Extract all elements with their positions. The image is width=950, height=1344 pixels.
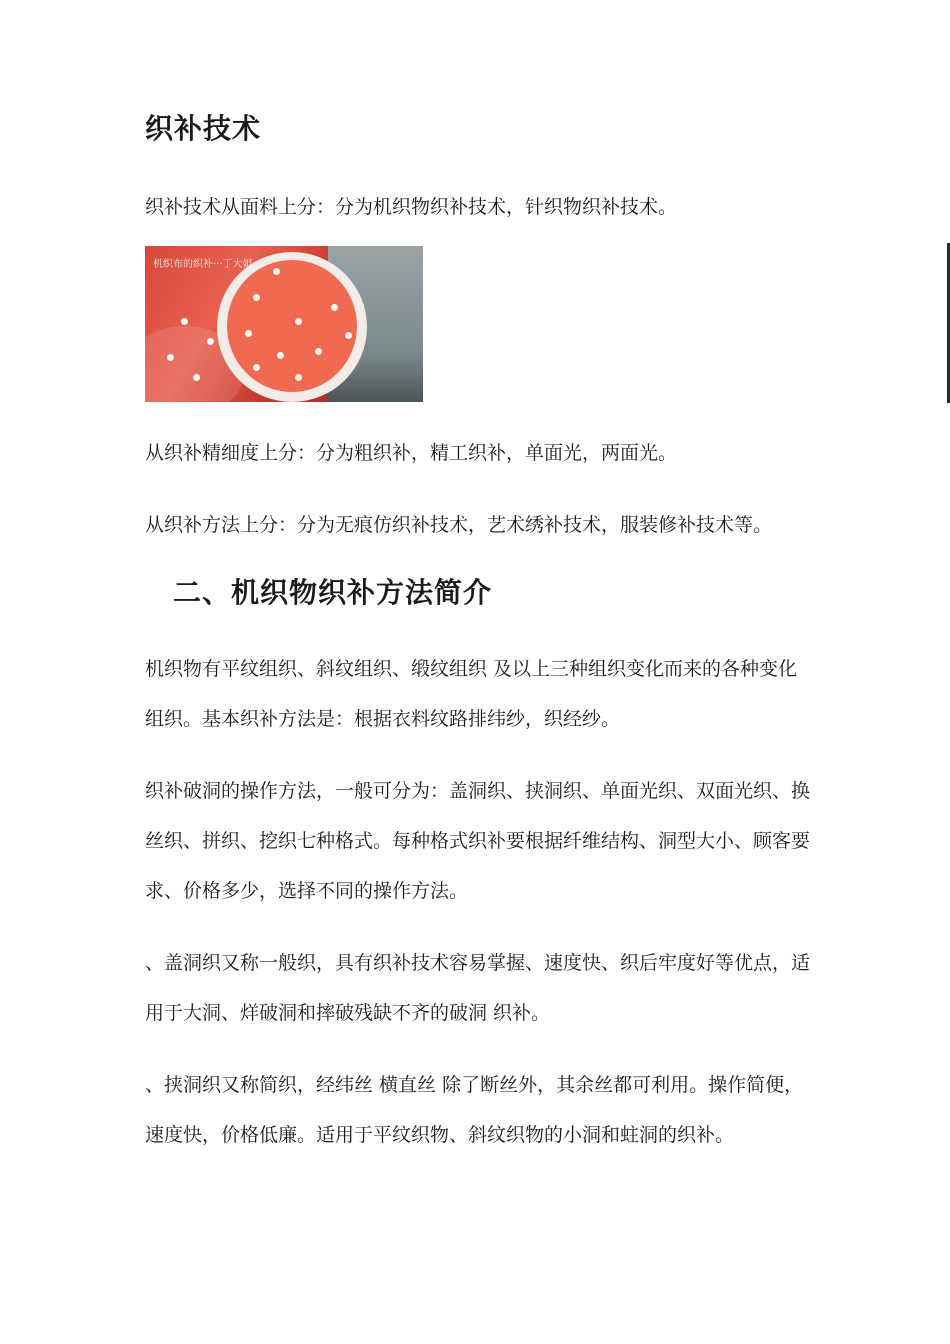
document-title: 织补技术 bbox=[145, 112, 262, 145]
paragraph-clamp-weave: 、挟洞织又称简织，经纬丝 横直丝 除了断丝外，其余丝都可利用。操作简便，速度快，价格低廉。适用于平纹织物、斜纹织物的小洞和蛀洞的织补。 bbox=[145, 1074, 804, 1146]
paragraph-woven-weaves: 机织物有平纹组织、斜纹组织、缎纹组织 及以上三种组织变化而来的各种变化组织。基本织补方法是：根据衣料纹路排纬纱，织经纱。 bbox=[145, 658, 798, 730]
darning-photo bbox=[145, 246, 423, 402]
paragraph-method-types: 从织补方法上分：分为无痕仿织补技术，艺术绣补技术，服装修补技术等。 bbox=[145, 514, 773, 536]
paragraph-fabric-types: 织补技术从面料上分：分为机织物织补技术，针织物织补技术。 bbox=[145, 196, 678, 218]
paragraph-precision-types: 从织补精细度上分：分为粗织补，精工织补，单面光，两面光。 bbox=[145, 442, 678, 464]
darned-fabric-circle bbox=[227, 260, 357, 392]
paragraph-hole-methods: 织补破洞的操作方法，一般可分为：盖洞织、挟洞织、单面光织、双面光织、换丝织、拼织、挖织七种格式。每种格式织补要根据纤维结构、洞型大小、顾客要求、价格多少，选择不同的操作方法。 bbox=[145, 780, 811, 902]
section-heading: 二、机织物织补方法简介 bbox=[173, 576, 493, 609]
paragraph-cover-weave: 、盖洞织又称一般织，具有织补技术容易掌握、速度快、织后牢度好等优点，适用于大洞、烊破洞和摔破残缺不齐的破洞 织补。 bbox=[145, 952, 811, 1024]
photo-caption: 机织布的织补···丁大姐 bbox=[153, 259, 253, 270]
